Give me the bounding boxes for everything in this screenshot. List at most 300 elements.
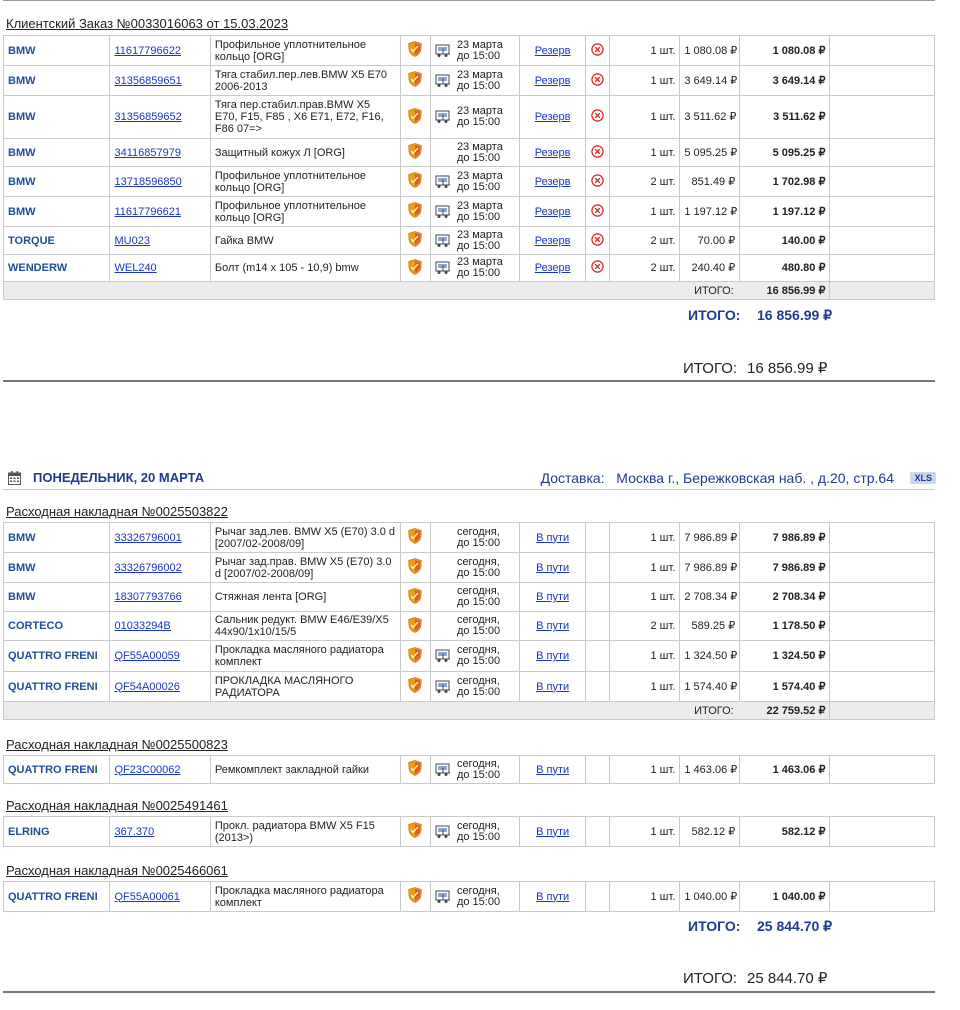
- article-link[interactable]: 11617796622: [114, 44, 181, 57]
- section-divider: [3, 991, 935, 993]
- shield-icon: [408, 822, 422, 838]
- article-link[interactable]: 18307793766: [114, 591, 182, 603]
- description-cell: [210, 227, 400, 255]
- empty-cell: [830, 139, 935, 167]
- row-sum: 480.80 ₽: [781, 262, 826, 274]
- cancel-cell: [586, 167, 610, 197]
- article-cell: [110, 36, 210, 66]
- unit-price: 1 080.08 ₽: [684, 44, 738, 57]
- article-link[interactable]: 31356859652: [114, 111, 182, 123]
- article-link[interactable]: 34116857979: [114, 146, 181, 159]
- quantity-cell: [610, 139, 680, 167]
- invoice-items-table: [3, 522, 935, 720]
- subtotal-row: [4, 702, 935, 720]
- article-cell: [110, 66, 210, 96]
- delivery-date: сегодня,: [456, 614, 500, 626]
- status-cell: [520, 96, 586, 139]
- cancel-icon[interactable]: [591, 43, 604, 56]
- delivery-truck-icon: [435, 110, 451, 124]
- delivery-truck-icon: [435, 205, 451, 219]
- description-cell: [210, 882, 400, 912]
- row-sum: 582.12 ₽: [781, 825, 826, 838]
- invoice-items-table: [3, 816, 935, 847]
- sum-cell: [740, 255, 830, 282]
- sum-cell: [740, 523, 830, 553]
- quality-cell: [400, 882, 430, 912]
- table-row: [4, 612, 935, 641]
- subtotal-label: ИТОГО:: [694, 704, 734, 717]
- unit-price: 851.49 ₽: [691, 175, 736, 188]
- empty-cell: [830, 817, 935, 847]
- delivery-date-cell: [430, 583, 519, 612]
- status-link[interactable]: В пути: [536, 680, 570, 693]
- delivery-date-cell: [430, 227, 519, 255]
- sum-cell: [740, 553, 830, 583]
- description-cell: [210, 612, 400, 641]
- unit-price: 5 095.25 ₽: [684, 146, 738, 159]
- delivery-time: до 15:00: [456, 596, 501, 608]
- row-sum: 1 324.50 ₽: [772, 650, 826, 662]
- quality-cell: [400, 523, 430, 553]
- article-cell: [110, 672, 210, 702]
- delivery-time: до 15:00: [456, 685, 501, 698]
- order-total-value: 16 856.99 ₽: [757, 307, 833, 323]
- day-grand-value: 25 844.70 ₽: [747, 970, 828, 987]
- quantity: 1 шт.: [650, 591, 676, 603]
- delivery-date-cell: [430, 882, 519, 912]
- quantity: 2 шт.: [650, 620, 676, 632]
- delivery-address: [541, 470, 894, 486]
- delivery-time: до 15:00: [456, 625, 501, 637]
- quality-cell: [400, 255, 430, 282]
- quantity-cell: [610, 612, 680, 641]
- article-link[interactable]: QF54A00026: [114, 680, 180, 693]
- cancel-icon[interactable]: [591, 73, 604, 86]
- table-row: [4, 197, 935, 227]
- article-link[interactable]: WEL240: [114, 262, 157, 274]
- row-sum: 1 040.00 ₽: [772, 890, 826, 903]
- delivery-date-cell: [430, 197, 519, 227]
- cancel-cell: [586, 36, 610, 66]
- delivery-date: 23 марта: [456, 228, 503, 241]
- brand-cell: [4, 756, 110, 784]
- row-sum: 1 463.06 ₽: [772, 763, 826, 776]
- part-description: Гайка BMW: [214, 234, 274, 247]
- invoice-items-table: [3, 755, 935, 784]
- delivery-date: 23 марта: [456, 38, 503, 51]
- price-cell: [680, 36, 740, 66]
- cancel-cell: [586, 756, 610, 784]
- quality-cell: [400, 641, 430, 672]
- cancel-icon[interactable]: [591, 145, 604, 158]
- sum-cell: [740, 139, 830, 167]
- status-link[interactable]: В пути: [536, 620, 570, 632]
- row-sum: 5 095.25 ₽: [772, 146, 826, 159]
- subtotal-row: [4, 282, 935, 300]
- status-link[interactable]: Резерв: [534, 205, 571, 218]
- delivery-date: 23 марта: [456, 256, 503, 268]
- price-cell: [680, 197, 740, 227]
- article-link[interactable]: QF55A00061: [114, 890, 180, 903]
- status-link[interactable]: Резерв: [534, 175, 571, 188]
- shield-icon: [408, 231, 422, 247]
- price-cell: [680, 139, 740, 167]
- delivery-date-cell: [430, 96, 519, 139]
- quantity-cell: [610, 167, 680, 197]
- calendar-icon: [8, 471, 21, 485]
- row-sum: 7 986.89 ₽: [772, 561, 826, 574]
- shield-icon: [408, 108, 422, 124]
- table-row: [4, 139, 935, 167]
- delivery-date: 23 марта: [456, 199, 503, 212]
- day-divider: [3, 489, 935, 490]
- sum-cell: [740, 612, 830, 641]
- row-sum: 7 986.89 ₽: [772, 531, 826, 544]
- quantity-cell: [610, 523, 680, 553]
- status-link[interactable]: Резерв: [534, 146, 571, 159]
- status-link[interactable]: В пути: [536, 763, 570, 776]
- status-link[interactable]: В пути: [536, 591, 570, 603]
- unit-price: 1 463.06 ₽: [684, 763, 738, 776]
- price-cell: [680, 523, 740, 553]
- quantity-cell: [610, 756, 680, 784]
- brand-cell: [4, 882, 110, 912]
- description-cell: [210, 36, 400, 66]
- brand-name: BMW: [8, 74, 36, 87]
- part-description: Прокладка масляного радиатора комплект: [214, 884, 384, 909]
- cancel-icon[interactable]: [591, 109, 604, 122]
- table-row: [4, 817, 935, 847]
- status-link[interactable]: Резерв: [534, 262, 571, 274]
- status-link[interactable]: Резерв: [534, 111, 571, 123]
- status-link[interactable]: Резерв: [534, 234, 571, 247]
- delivery-date-cell: [430, 756, 519, 784]
- status-link[interactable]: Резерв: [534, 74, 571, 87]
- order-total-label: ИТОГО:: [688, 307, 741, 323]
- table-row: [4, 227, 935, 255]
- table-row: [4, 882, 935, 912]
- cancel-icon[interactable]: [591, 233, 604, 246]
- quality-cell: [400, 96, 430, 139]
- article-link[interactable]: 33326796001: [114, 531, 182, 544]
- shield-icon: [408, 588, 422, 604]
- quantity: 1 шт.: [650, 111, 676, 123]
- delivery-date: сегодня,: [456, 644, 500, 656]
- cancel-cell: [586, 882, 610, 912]
- row-sum: 1 080.08 ₽: [772, 44, 826, 57]
- empty-cell: [830, 583, 935, 612]
- day-title: ПОНЕДЕЛЬНИК, 20 МАРТА: [33, 470, 205, 485]
- status-cell: [520, 612, 586, 641]
- day-total-value: 25 844.70 ₽: [757, 918, 833, 934]
- unit-price: 240.40 ₽: [691, 262, 736, 274]
- shield-icon: [408, 202, 422, 218]
- quality-cell: [400, 672, 430, 702]
- cancel-cell: [586, 817, 610, 847]
- unit-price: 70.00 ₽: [697, 234, 736, 247]
- quantity-cell: [610, 641, 680, 672]
- price-cell: [680, 167, 740, 197]
- table-row: [4, 36, 935, 66]
- delivery-date-cell: [430, 817, 519, 847]
- brand-cell: [4, 227, 110, 255]
- brand-cell: [4, 817, 110, 847]
- status-link[interactable]: В пути: [536, 650, 570, 662]
- status-link[interactable]: В пути: [536, 890, 570, 903]
- brand-cell: [4, 583, 110, 612]
- article-cell: [110, 255, 210, 282]
- quantity-cell: [610, 553, 680, 583]
- brand-name: QUATTRO FRENI: [8, 650, 98, 662]
- shield-icon: [408, 528, 422, 544]
- xls-export-button[interactable]: XLS: [910, 472, 936, 484]
- row-sum: 3 511.62 ₽: [773, 111, 826, 123]
- delivery-time: до 15:00: [456, 151, 501, 164]
- sum-cell: [740, 96, 830, 139]
- shield-icon: [408, 887, 422, 903]
- table-row: [4, 167, 935, 197]
- price-cell: [680, 227, 740, 255]
- unit-price: 1 574.40 ₽: [684, 680, 738, 693]
- quality-cell: [400, 756, 430, 784]
- cancel-icon[interactable]: [591, 204, 604, 217]
- quantity: 1 шт.: [650, 680, 676, 693]
- description-cell: [210, 583, 400, 612]
- subtotal-value: 16 856.99 ₽: [766, 284, 826, 297]
- shield-icon: [408, 760, 422, 776]
- quantity: 1 шт.: [650, 74, 676, 87]
- quantity-cell: [610, 255, 680, 282]
- price-cell: [680, 96, 740, 139]
- description-cell: [210, 756, 400, 784]
- sum-cell: [740, 227, 830, 255]
- part-description: Сальник редукт. BMW E46/E39/X5 44x90/1x10/15/5: [214, 614, 389, 638]
- article-link[interactable]: 11617796621: [114, 205, 181, 218]
- part-description: Прокл. радиатора BMW X5 F15 (2013>): [214, 819, 375, 844]
- table-row: [4, 756, 935, 784]
- cancel-cell: [586, 523, 610, 553]
- top-divider: [3, 0, 935, 1]
- article-link[interactable]: 367.370: [114, 825, 155, 838]
- status-link[interactable]: В пути: [536, 825, 570, 838]
- invoice-title[interactable]: Расходная накладная №0025503822: [6, 504, 228, 519]
- status-cell: [520, 817, 586, 847]
- sum-cell: [740, 817, 830, 847]
- delivery-date: сегодня,: [456, 819, 500, 832]
- quantity-cell: [610, 583, 680, 612]
- row-sum: 1 178.50 ₽: [772, 620, 826, 632]
- sum-cell: [740, 36, 830, 66]
- brand-name: BMW: [8, 531, 36, 544]
- delivery-day-header: [6, 468, 936, 488]
- brand-cell: [4, 553, 110, 583]
- delivery-date: 23 марта: [456, 68, 503, 81]
- status-cell: [520, 255, 586, 282]
- article-link[interactable]: 33326796002: [114, 561, 182, 574]
- article-link[interactable]: 31356859651: [114, 74, 182, 87]
- invoice-title[interactable]: Расходная накладная №0025491461: [6, 798, 228, 813]
- unit-price: 582.12 ₽: [691, 825, 736, 838]
- status-link[interactable]: Резерв: [534, 44, 571, 57]
- article-cell: [110, 96, 210, 139]
- cancel-icon[interactable]: [591, 260, 604, 273]
- status-cell: [520, 36, 586, 66]
- delivery-time: до 15:00: [456, 566, 501, 579]
- price-cell: [680, 612, 740, 641]
- sum-cell: [740, 167, 830, 197]
- unit-price: 3 649.14 ₽: [684, 74, 738, 87]
- article-cell: [110, 641, 210, 672]
- quality-cell: [400, 612, 430, 641]
- description-cell: [210, 523, 400, 553]
- shield-icon: [408, 677, 422, 693]
- shield-icon: [408, 172, 422, 188]
- brand-name: BMW: [8, 44, 36, 57]
- sum-cell: [740, 66, 830, 96]
- table-row: [4, 96, 935, 139]
- brand-name: BMW: [8, 175, 36, 188]
- article-link[interactable]: MU023: [114, 234, 150, 247]
- section-divider: [3, 380, 935, 382]
- quantity: 1 шт.: [650, 890, 676, 903]
- article-cell: [110, 882, 210, 912]
- invoice-title[interactable]: Расходная накладная №0025466061: [6, 863, 228, 878]
- price-cell: [680, 583, 740, 612]
- quantity-cell: [610, 672, 680, 702]
- article-link[interactable]: 13718596850: [114, 175, 182, 188]
- brand-name: BMW: [8, 111, 36, 123]
- quantity-cell: [610, 197, 680, 227]
- sum-cell: [740, 756, 830, 784]
- brand-cell: [4, 255, 110, 282]
- part-description: Профильное уплотнительное кольцо [ORG]: [214, 169, 366, 194]
- quantity-cell: [610, 66, 680, 96]
- status-cell: [520, 139, 586, 167]
- delivery-time: до 15:00: [456, 830, 501, 843]
- subtotal-label-cell: [4, 702, 740, 720]
- price-cell: [680, 672, 740, 702]
- quantity: 1 шт.: [650, 44, 676, 57]
- status-cell: [520, 66, 586, 96]
- price-cell: [680, 66, 740, 96]
- invoice-items-table: [3, 881, 935, 912]
- delivery-date: сегодня,: [456, 555, 500, 568]
- description-cell: [210, 641, 400, 672]
- sum-cell: [740, 583, 830, 612]
- price-cell: [680, 817, 740, 847]
- status-link[interactable]: В пути: [536, 531, 570, 544]
- brand-cell: [4, 197, 110, 227]
- row-sum: 3 649.14 ₽: [772, 74, 826, 87]
- status-cell: [520, 167, 586, 197]
- cancel-cell: [586, 197, 610, 227]
- price-cell: [680, 553, 740, 583]
- part-description: Тяга пер.стабил.прав.BMW X5 E70, F15, F85 , X6 E71, E72, F16, F86 07=>: [214, 99, 384, 135]
- article-link[interactable]: QF23C00062: [114, 763, 181, 776]
- order-title[interactable]: Клиентский Заказ №0033016063 от 15.03.2023: [6, 16, 289, 31]
- delivery-truck-icon: [435, 763, 451, 777]
- sum-cell: [740, 882, 830, 912]
- cancel-icon[interactable]: [591, 174, 604, 187]
- description-cell: [210, 96, 400, 139]
- quantity: 1 шт.: [650, 531, 676, 544]
- quantity: 2 шт.: [650, 262, 676, 274]
- quantity: 2 шт.: [650, 234, 676, 247]
- unit-price: 2 708.34 ₽: [684, 591, 738, 603]
- quantity: 1 шт.: [650, 825, 676, 838]
- quality-cell: [400, 66, 430, 96]
- part-description: Прокладка масляного радиатора комплект: [214, 644, 384, 668]
- delivery-date: сегодня,: [456, 585, 500, 597]
- cancel-cell: [586, 612, 610, 641]
- unit-price: 7 986.89 ₽: [684, 561, 738, 574]
- cancel-cell: [586, 139, 610, 167]
- delivery-time: до 15:00: [456, 239, 501, 252]
- unit-price: 1 197.12 ₽: [684, 205, 738, 218]
- quantity: 2 шт.: [650, 175, 676, 188]
- delivery-truck-icon: [435, 890, 451, 904]
- article-link[interactable]: 01033294B: [114, 620, 171, 632]
- quantity: 1 шт.: [650, 763, 676, 776]
- delivery-date-cell: [430, 36, 519, 66]
- quantity: 1 шт.: [650, 650, 676, 662]
- delivery-date-cell: [430, 672, 519, 702]
- day-grand-label: ИТОГО:: [683, 970, 738, 987]
- table-row: [4, 553, 935, 583]
- quantity-cell: [610, 882, 680, 912]
- sum-cell: [740, 641, 830, 672]
- status-cell: [520, 197, 586, 227]
- day-total-label: ИТОГО:: [688, 918, 741, 934]
- shield-icon: [408, 259, 422, 275]
- empty-cell: [830, 553, 935, 583]
- status-cell: [520, 882, 586, 912]
- delivery-time: до 15:00: [456, 180, 501, 193]
- order-grand-label: ИТОГО:: [683, 360, 738, 377]
- shield-icon: [408, 647, 422, 663]
- quantity: 1 шт.: [650, 205, 676, 218]
- table-row: [4, 583, 935, 612]
- delivery-date: сегодня,: [456, 884, 500, 897]
- sum-cell: [740, 197, 830, 227]
- status-cell: [520, 756, 586, 784]
- invoice-title[interactable]: Расходная накладная №0025500823: [6, 737, 228, 752]
- delivery-date: сегодня,: [456, 674, 500, 687]
- subtotal-value-cell: [740, 702, 830, 720]
- quality-cell: [400, 227, 430, 255]
- delivery-truck-icon: [435, 175, 451, 189]
- delivery-label: Доставка:: [540, 470, 605, 486]
- status-cell: [520, 523, 586, 553]
- delivery-truck-icon: [435, 261, 451, 275]
- status-cell: [520, 641, 586, 672]
- description-cell: [210, 167, 400, 197]
- unit-price: 589.25 ₽: [691, 620, 736, 632]
- subtotal-value-cell: [740, 282, 830, 300]
- price-cell: [680, 882, 740, 912]
- delivery-time: до 15:00: [456, 536, 501, 549]
- article-link[interactable]: QF55A00059: [114, 650, 180, 662]
- cancel-cell: [586, 96, 610, 139]
- brand-cell: [4, 66, 110, 96]
- delivery-time: до 15:00: [456, 210, 501, 223]
- brand-name: BMW: [8, 205, 36, 218]
- article-cell: [110, 139, 210, 167]
- delivery-date: 23 марта: [456, 105, 503, 117]
- status-link[interactable]: В пути: [536, 561, 570, 574]
- delivery-time: до 15:00: [456, 49, 501, 62]
- quantity: 1 шт.: [650, 561, 676, 574]
